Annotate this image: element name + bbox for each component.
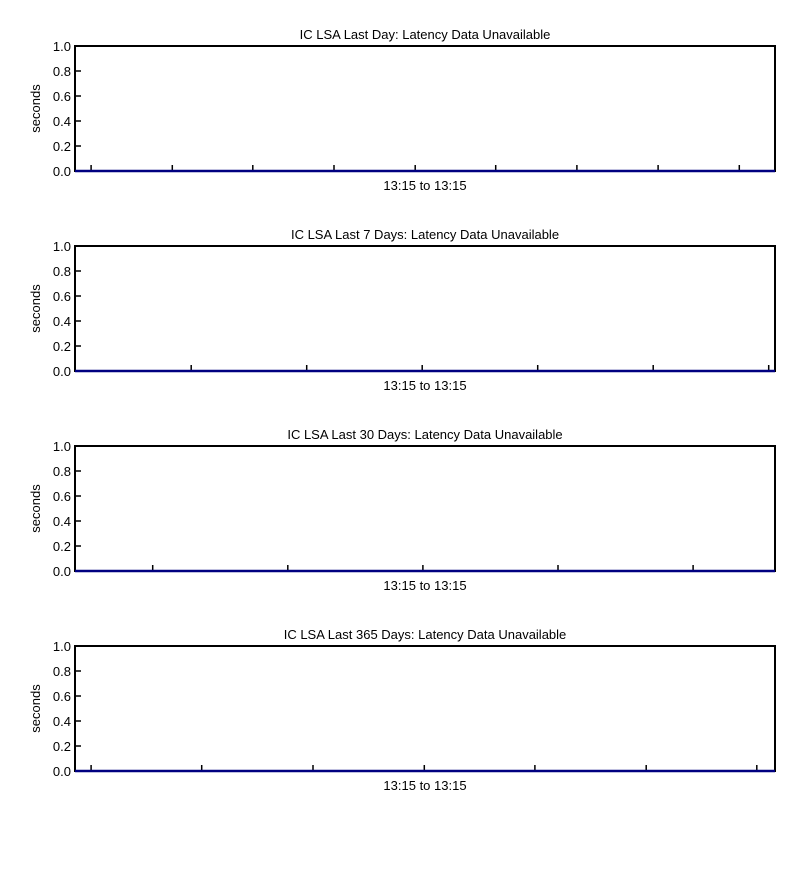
plot-frame — [75, 246, 775, 371]
plot-frame — [75, 46, 775, 171]
y-tick-label: 1.0 — [52, 639, 71, 654]
y-tick-label: 1.0 — [52, 439, 71, 454]
y-tick-label: 0.4 — [52, 714, 71, 729]
plot-frame — [75, 646, 775, 771]
x-range-label: 13:15 to 13:15 — [383, 578, 467, 593]
y-tick-label: 0.0 — [52, 564, 71, 579]
y-tick-label: 0.6 — [52, 89, 71, 104]
chart-panel-3 — [28, 427, 775, 593]
y-tick-label: 0.0 — [52, 364, 71, 379]
y-tick-label: 0.2 — [52, 339, 71, 354]
y-tick-label: 0.0 — [52, 764, 71, 779]
y-tick-label: 0.8 — [52, 664, 71, 679]
y-tick-label: 0.0 — [52, 164, 71, 179]
chart-title: IC LSA Last 30 Days: Latency Data Unavailable — [287, 427, 563, 442]
y-tick-label: 0.6 — [52, 489, 71, 504]
y-tick-label: 0.8 — [52, 264, 71, 279]
y-tick-label: 0.2 — [52, 139, 71, 154]
y-tick-label: 0.2 — [52, 739, 71, 754]
y-tick-label: 0.4 — [52, 514, 71, 529]
y-axis-label: seconds — [28, 484, 43, 533]
x-range-label: 13:15 to 13:15 — [383, 778, 467, 793]
y-tick-label: 0.2 — [52, 539, 71, 554]
y-tick-label: 0.4 — [52, 314, 71, 329]
chart-title: IC LSA Last Day: Latency Data Unavailable — [299, 27, 551, 42]
chart-title: IC LSA Last 7 Days: Latency Data Unavailable — [290, 227, 560, 242]
y-tick-label: 1.0 — [52, 39, 71, 54]
chart-panel-2 — [28, 227, 775, 393]
x-range-label: 13:15 to 13:15 — [383, 378, 467, 393]
chart-panel-1 — [28, 27, 775, 193]
y-tick-label: 1.0 — [52, 239, 71, 254]
y-tick-label: 0.6 — [52, 689, 71, 704]
chart-panel-4 — [28, 627, 775, 793]
y-axis-label: seconds — [28, 84, 43, 133]
y-axis-label: seconds — [28, 684, 43, 733]
plot-frame — [75, 446, 775, 571]
y-tick-label: 0.4 — [52, 114, 71, 129]
y-tick-label: 0.8 — [52, 64, 71, 79]
x-range-label: 13:15 to 13:15 — [383, 178, 467, 193]
y-tick-label: 0.8 — [52, 464, 71, 479]
chart-title: IC LSA Last 365 Days: Latency Data Unavailable — [283, 627, 567, 642]
y-tick-label: 0.6 — [52, 289, 71, 304]
y-axis-label: seconds — [28, 284, 43, 333]
